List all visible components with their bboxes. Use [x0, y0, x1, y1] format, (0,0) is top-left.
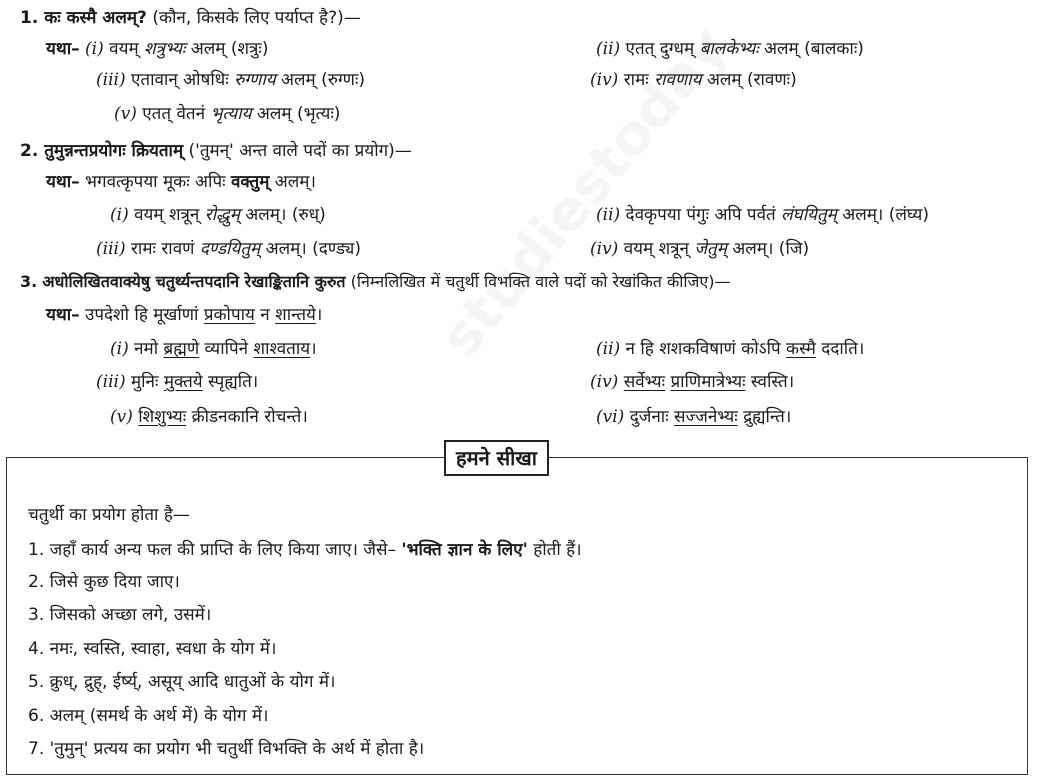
learned-point-7: 7. 'तुमुन्' प्रत्यय का प्रयोग भी चतुर्थी विभक्ति के अर्थ में होता है।	[28, 739, 425, 759]
example-keyword: बालकेभ्यः	[699, 39, 759, 59]
underlined-word: मुक्तये	[163, 372, 203, 392]
example-number: (iv)	[590, 372, 619, 392]
underlined-word: ब्रह्मणे	[163, 339, 200, 359]
example-4	[590, 68, 797, 92]
underlined-word: सज्जनेभ्यः	[674, 407, 738, 427]
example-number: (v)	[110, 407, 133, 427]
example-text: अलम्। (रुध्)	[239, 205, 326, 225]
section-subtitle: ('तुमन्' अन्त वाले पदों का प्रयोग)—	[183, 141, 412, 161]
learned-point-6: 6. अलम् (समर्थ के अर्थ में) के योग में।	[28, 706, 269, 726]
example-text: वयम्	[103, 39, 145, 59]
underlined-word: सर्वेभ्यः	[623, 372, 666, 392]
example-number: (i)	[110, 205, 129, 225]
underlined-word: शिशुभ्यः	[138, 407, 187, 427]
example-text: द्रुह्यन्ति।	[737, 407, 792, 427]
example-text: रामः रावणं	[125, 239, 200, 259]
section-subtitle: (कौन, किसके लिए पर्याप्त है?)—	[146, 8, 361, 28]
example-number: (iii)	[96, 372, 126, 392]
underlined-word: प्रकोपाय	[203, 305, 255, 325]
example-1	[46, 37, 269, 61]
point-text: 1. जहाँ कार्य अन्य फल की प्राप्ति के लिए किया जाए। जैसे–	[28, 540, 402, 560]
example-text: न हि शशकविषाणं कोऽपि	[620, 339, 787, 359]
underlined-word: शाश्वताय	[253, 339, 311, 359]
example-text: स्वस्ति।	[745, 372, 795, 392]
point-text: होती हैं।	[527, 540, 582, 560]
example-number: (ii)	[596, 339, 621, 359]
example-text: अलम्।	[269, 172, 316, 192]
example-3	[96, 68, 365, 92]
example-number: (iv)	[590, 239, 619, 259]
example-5	[114, 102, 340, 126]
section-title: अधोलिखितवाक्येषु चतुर्थ्यन्तपदानि रेखाङ्कितानि कुरुत	[42, 272, 346, 291]
section-number: 2.	[20, 141, 39, 161]
example-text: अलम् (रावणः)	[701, 70, 797, 90]
example-text: व्यापिने	[199, 339, 254, 359]
section-subtitle: (निम्नलिखित में चतुर्थी विभक्ति वाले पदों को रेखांकित कीजिए)—	[345, 272, 731, 291]
section-2-heading	[20, 139, 412, 163]
example-text: स्पृह्यति।	[202, 372, 259, 392]
example-text: रामः	[618, 70, 655, 90]
example-keyword: रोद्धुम्	[204, 205, 240, 225]
example-text: एतावान् ओषधिः	[125, 70, 235, 90]
example-text: नमो	[128, 339, 164, 359]
underlined-word: शान्तये	[275, 305, 316, 325]
example-2-2	[596, 203, 929, 227]
example-3-5	[110, 405, 308, 429]
section-title: कः कस्मै अलम्?	[44, 8, 147, 28]
learned-point-2: 2. जिसे कुछ दिया जाए।	[28, 572, 180, 592]
example-keyword: रावणाय	[654, 70, 702, 90]
example-3-6	[596, 405, 791, 429]
section-3-heading	[20, 270, 730, 294]
example-number: (iv)	[590, 70, 619, 90]
example-3-4	[590, 370, 794, 394]
example-text: न	[254, 305, 276, 325]
example-text: वयम् शत्रून्	[128, 205, 205, 225]
example-text: भगवत्कृपया मूकः अपिः	[79, 172, 231, 192]
example-text: अलम् (रुग्णः)	[275, 70, 366, 90]
underlined-word: कस्मै	[786, 339, 816, 359]
learned-point-1	[28, 538, 582, 562]
learned-point-3: 3. जिसको अच्छा लगे, उसमें।	[28, 605, 212, 625]
example-text: उपदेशो हि मूर्खाणां	[79, 305, 204, 325]
underlined-word: प्राणिमात्रेभ्यः	[670, 372, 746, 392]
example-text: अलम् (बालकाः)	[758, 39, 864, 59]
example-number: (iii)	[96, 70, 126, 90]
section-2-yatha	[46, 170, 316, 194]
section-number: 1.	[20, 8, 39, 28]
example-text: अलम् (भृत्यः)	[251, 104, 341, 124]
example-text: एतत् दुग्धम्	[620, 39, 700, 59]
yatha-label: यथा–	[46, 305, 80, 325]
section-number: 3.	[20, 272, 38, 291]
example-text: ।	[310, 339, 317, 359]
example-text: मुनिः	[125, 372, 164, 392]
learned-point-5: 5. क्रुध्, द्रुह्, ईर्ष्य्, असूय् आदि धातुओं के योग में।	[28, 672, 336, 692]
example-keyword: लंघयितुम्	[781, 205, 837, 225]
example-text: एतत् वेतनं	[136, 104, 211, 124]
example-keyword: भृत्याय	[210, 104, 252, 124]
learned-point-4: 4. नमः, स्वस्ति, स्वाहा, स्वधा के योग में।	[28, 639, 277, 659]
example-text: वयम् शत्रून्	[618, 239, 695, 259]
section-1-heading	[20, 6, 361, 30]
example-2-4	[590, 237, 809, 261]
example-keyword: रुग्णाय	[234, 70, 276, 90]
example-text: अलम् (शत्रुः)	[185, 39, 269, 59]
example-number: (ii)	[596, 39, 621, 59]
example-text: देवकृपया पंगुः अपि पर्वतं	[620, 205, 782, 225]
example-text: अलम्। (दण्ड्य)	[260, 239, 361, 259]
example-text: ।	[315, 305, 323, 325]
learned-box-title: हमने सीखा	[444, 440, 549, 476]
example-number: (i)	[110, 339, 129, 359]
example-2	[596, 37, 864, 61]
example-keyword: जेतुम्	[694, 239, 727, 259]
example-number: (iii)	[96, 239, 126, 259]
example-3-3	[96, 370, 258, 394]
example-number: (vi)	[596, 407, 625, 427]
example-number: (v)	[114, 104, 137, 124]
example-text: ददाति।	[815, 339, 865, 359]
example-3-2	[596, 337, 864, 361]
example-number: (ii)	[596, 205, 621, 225]
example-text: अलम्। (लंघ्य)	[836, 205, 930, 225]
example-keyword: वक्तुम्	[230, 172, 270, 192]
example-2-1	[110, 203, 326, 227]
example-2-3	[96, 237, 361, 261]
example-text: दुर्जनाः	[624, 407, 675, 427]
section-title: तुमुन्नन्तप्रयोगः क्रियताम्	[44, 141, 184, 161]
point-example: 'भक्ति ज्ञान के लिए'	[401, 540, 528, 560]
example-text: क्रीडनकानि रोचन्ते।	[186, 407, 308, 427]
yatha-label: यथा–	[46, 39, 80, 59]
yatha-label: यथा–	[46, 172, 80, 192]
learned-intro: चतुर्थी का प्रयोग होता है—	[28, 505, 190, 525]
example-number: (i)	[85, 39, 104, 59]
example-text: अलम्। (जि)	[726, 239, 810, 259]
example-keyword: दण्डयितुम्	[199, 239, 261, 259]
example-keyword: शत्रुभ्यः	[144, 39, 186, 59]
example-3-1	[110, 337, 317, 361]
section-3-yatha	[46, 303, 322, 327]
